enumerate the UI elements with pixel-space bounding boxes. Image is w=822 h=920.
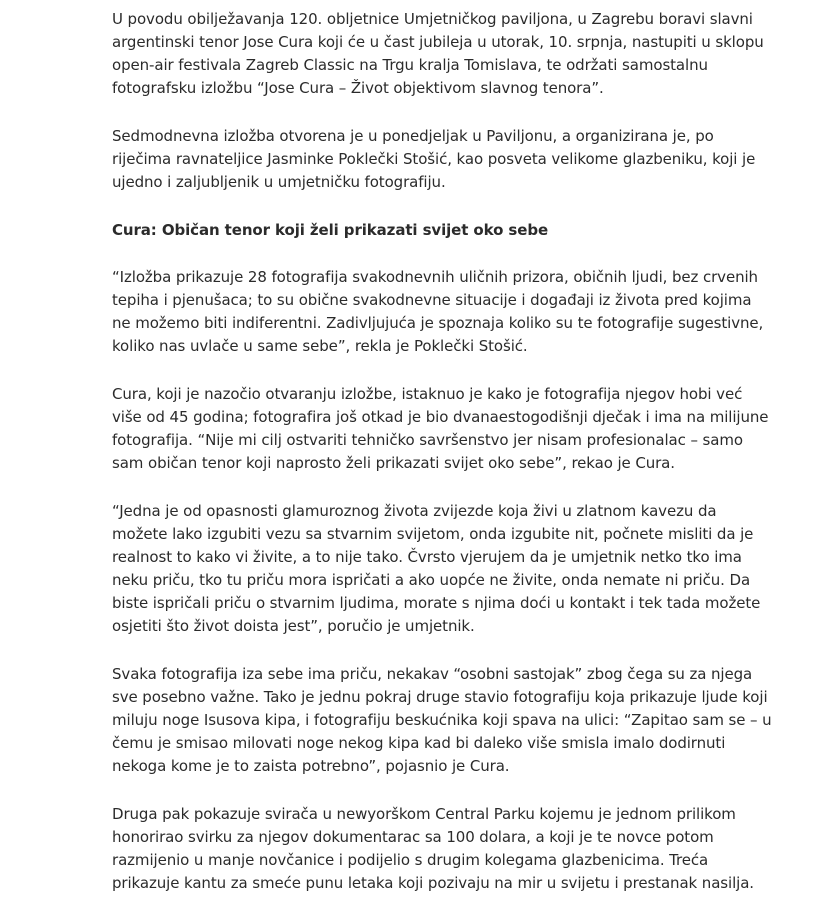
article-paragraph: Druga pak pokazuje svirača u newyorškom Central Parku kojemu je jednom prilikom honorirao svirku za njegov dokumentarac sa 100 dolara, a koji je te novce potom razmijenio u manje novčanice i podijelio s drugim kolegama glazbenicima. Treća prikazuje kantu za smeće punu letaka koji pozivaju na mir u svijetu i prestanak nasilja.: [112, 805, 754, 892]
article-paragraph: Svaka fotografija iza sebe ima priču, nekakav “osobni sastojak” zbog čega su za njega sve posebno važne. Tako je jednu pokraj druge stavio fotografiju koja prikazuje ljude koji miluju noge Isusova kipa, i fotografiju beskućnika koji spava na ulici: “Zapitao sam se – u čemu je smisao milovati noge nekog kipa kad bi daleko više smisla imalo dodirnuti nekoga kome je to zaista potrebno”, pojasnio je Cura.: [112, 665, 772, 775]
article-paragraph: Cura, koji je nazočio otvaranju izložbe, istaknuo je kako je fotografija njegov hobi već više od 45 godina; fotografira još otkad je bio dvanaestogodišnji dječak i ima na milijune fotografija. “Nije mi cilj ostvariti tehničko savršenstvo jer nisam profesionalac – samo sam običan tenor koji naprosto želi prikazati svijet oko sebe”, rekao je Cura.: [112, 385, 769, 472]
article-paragraph: “Izložba prikazuje 28 fotografija svakodnevnih uličnih prizora, običnih ljudi, bez crvenih tepiha i pjenušaca; to su obične svakodnevne situacije i događaji iz života pred kojima ne možemo biti indiferentni. Zadivljujuća je spoznaja koliko su te fotografije sugestivne, koliko nas uvlače u same sebe”, rekla je Poklečki Stošić.: [112, 268, 764, 355]
article-paragraph: Sedmodnevna izložba otvorena je u ponedjeljak u Paviljonu, a organizirana je, po riječima ravnateljice Jasminke Poklečki Stošić, kao posveta velikome glazbeniku, koji je ujedno i zaljubljenik u umjetničku fotografiju.: [112, 127, 756, 191]
article-paragraph: U povodu obilježavanja 120. obljetnice Umjetničkog paviljona, u Zagrebu boravi slavni argentinski tenor Jose Cura koji će u čast jubileja u utorak, 10. srpnja, nastupiti u sklopu open-air festivala Zagreb Classic na Trgu kralja Tomislava, te održati samostalnu fotografsku izložbu “Jose Cura – Život objektivom slavnog tenora”.: [112, 10, 764, 97]
article-paragraph: “Jedna je od opasnosti glamuroznog života zvijezde koja živi u zlatnom kavezu da možete lako izgubiti vezu sa stvarnim svijetom, onda izgubite nit, počnete misliti da je realnost to kako vi živite, a to nije tako. Čvrsto vjerujem da je umjetnik netko tko ima neku priču, tko tu priču mora ispričati a ako uopće ne živite, onda nemate ni priču. Da biste ispričali priču o stvarnim ljudima, morate s njima doći u kontakt i tek tada možete osjetiti što život doista jest”, poručio je umjetnik.: [112, 502, 761, 635]
article-body: [112, 8, 772, 920]
section-heading: Cura: Običan tenor koji želi prikazati svijet oko sebe: [112, 221, 549, 239]
